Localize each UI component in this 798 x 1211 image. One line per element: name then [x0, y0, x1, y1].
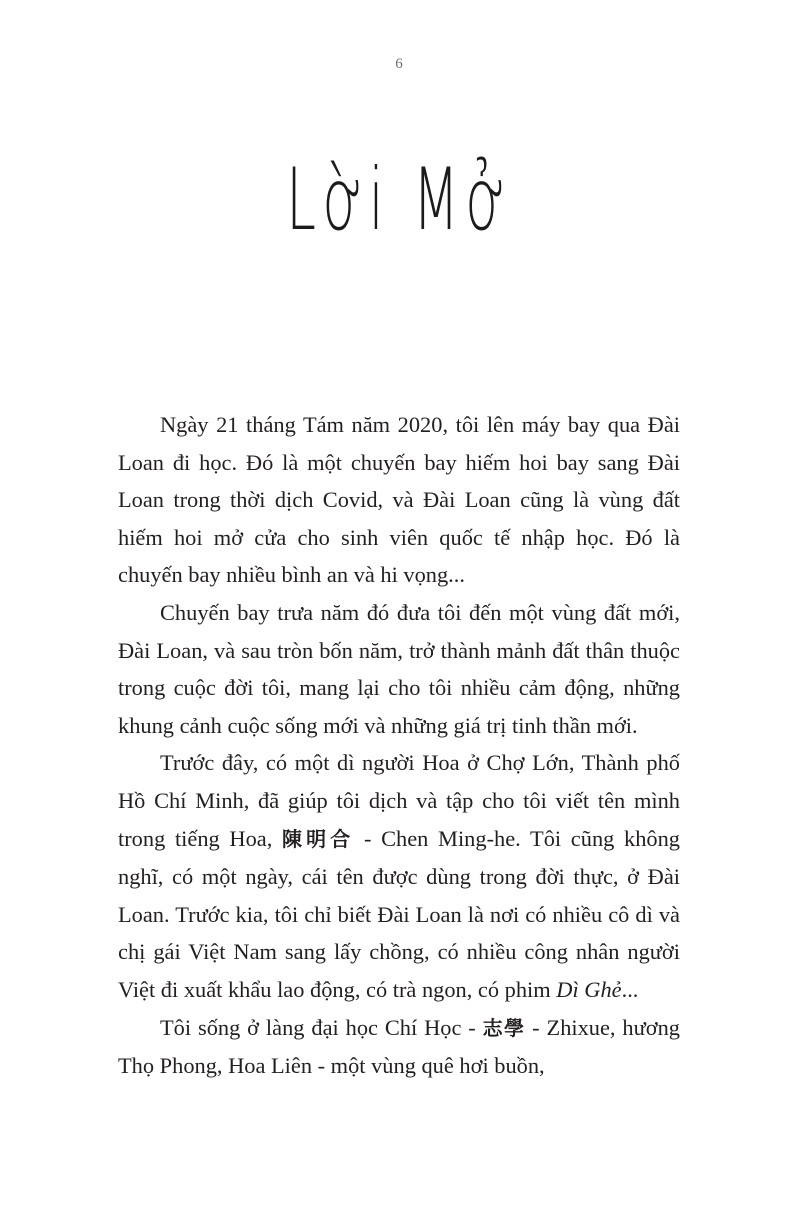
paragraph	[118, 1009, 680, 1085]
chinese-word: 志學	[482, 1015, 526, 1040]
paragraph-text: - Chen Ming-he. Tôi cũng không nghĩ, có một ngày, cái tên được dùng trong đời thực, ở Đài Loan. Trước kia, tôi chỉ biết Đài Loan là nơi có nhiều cô dì và chị gái Việt Nam sang lấy chồng, có nhiều công nhân người Việt đi xuất khẩu lao động, có trà ngon, có phim	[118, 825, 680, 1002]
page-number: 6	[395, 56, 403, 72]
paragraph-text: ...	[621, 976, 639, 1002]
paragraph: Ngày 21 tháng Tám năm 2020, tôi lên máy bay qua Đài Loan đi học. Đó là một chuyến bay hiếm hoi bay sang Đài Loan trong thời dịch Covid, và Đài Loan cũng là vùng đất hiếm hoi mở cửa cho sinh viên quốc tế nhập học. Đó là chuyến bay nhiều bình an và hi vọng...	[118, 412, 680, 588]
paragraph-text: Tôi sống ở làng đại học Chí Học -	[160, 1014, 483, 1040]
film-title: Dì Ghẻ	[556, 976, 622, 1002]
paragraph-text: Trước đây, có một dì người Hoa ở Chợ Lớn, Thành phố Hồ Chí Minh, đã giúp tôi dịch và tập cho tôi viết tên mình trong tiếng Hoa,	[118, 750, 680, 851]
chapter-title: Lời Mở	[286, 150, 512, 250]
paragraph	[118, 744, 680, 1008]
body-text	[118, 406, 680, 1085]
paragraph-text: - Zhixue, hương Thọ Phong, Hoa Liên - một vùng quê hơi buồn,	[118, 1014, 680, 1079]
chinese-name: 陳明合	[282, 826, 355, 851]
paragraph: Chuyến bay trưa năm đó đưa tôi đến một vùng đất mới, Đài Loan, và sau tròn bốn năm, trở thành mảnh đất thân thuộc trong cuộc đời tôi, mang lại cho tôi nhiều cảm động, những khung cảnh cuộc sống mới và những giá trị tinh thần mới.	[118, 599, 680, 738]
